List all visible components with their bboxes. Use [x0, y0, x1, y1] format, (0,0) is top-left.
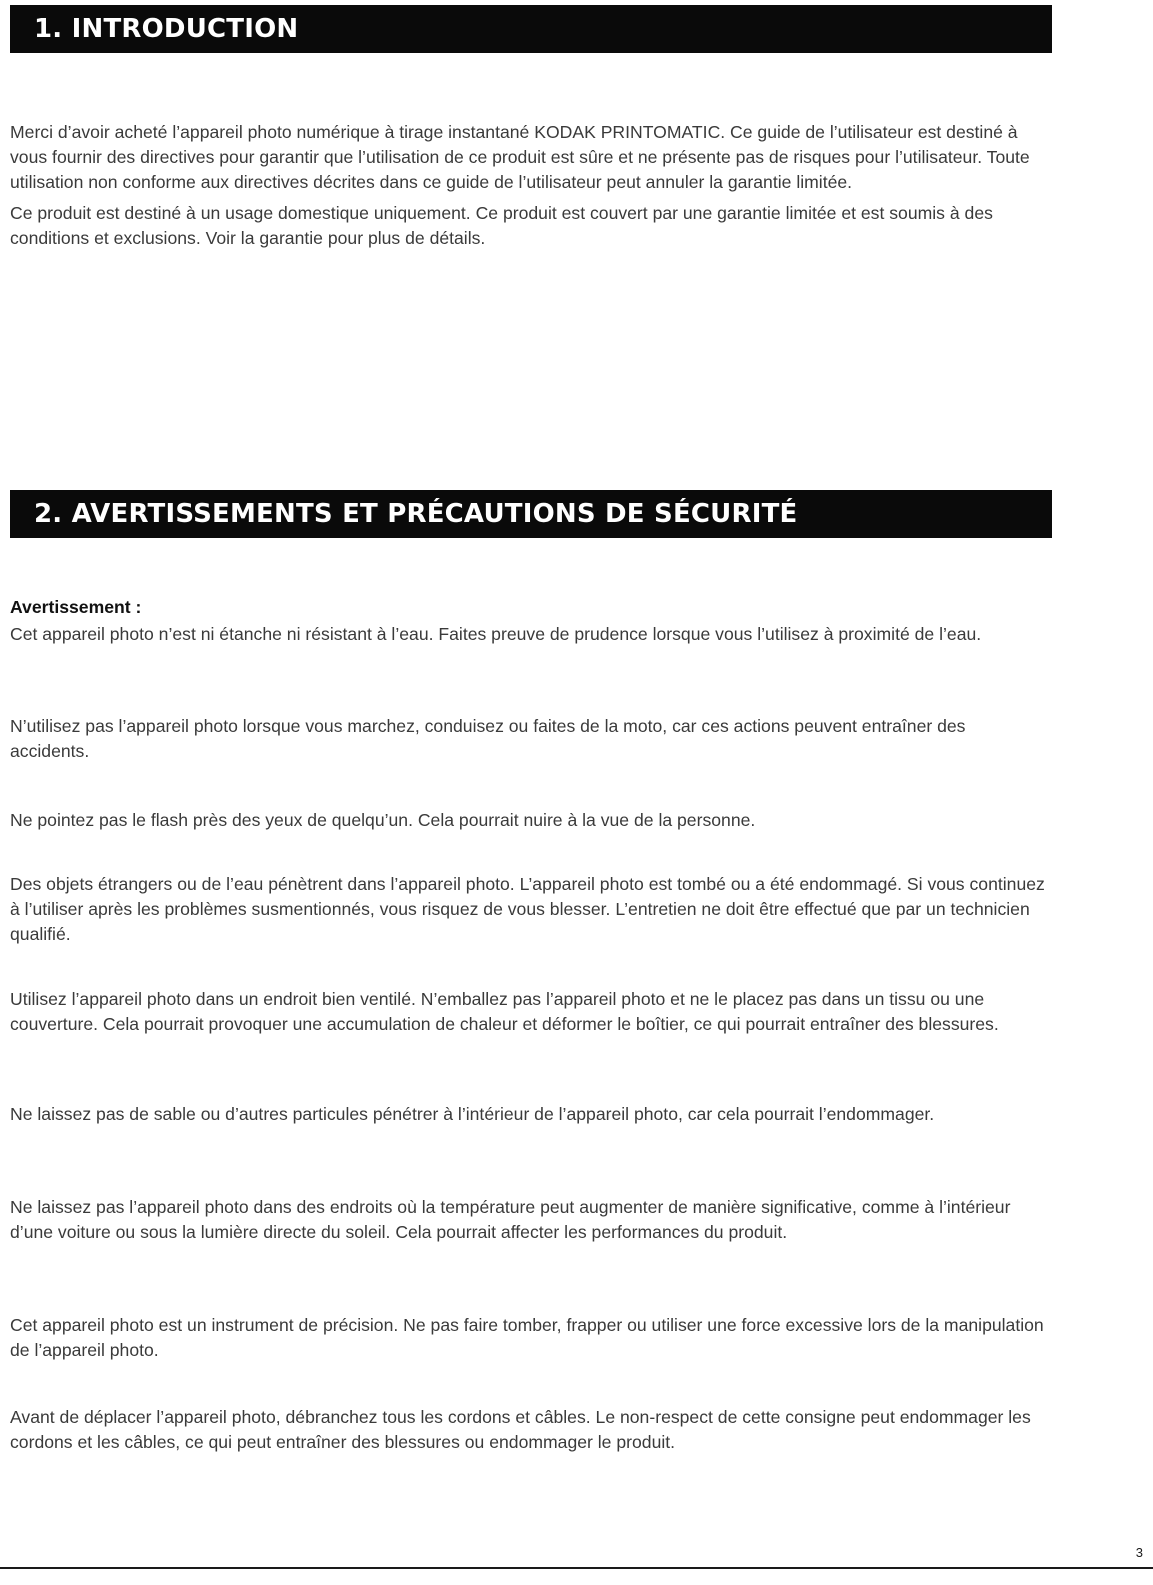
- warning-item: [10, 1405, 1045, 1455]
- introduction-body: [10, 120, 1045, 251]
- warning-paragraph: Cet appareil photo n’est ni étanche ni résistant à l’eau. Faites preuve de prudence lorsque vous l’utilisez à proximité de l’eau.: [10, 624, 982, 644]
- intro-paragraph: Ce produit est destiné à un usage domestique uniquement. Ce produit est couvert par une garantie limitée et est soumis à des conditions et exclusions. Voir la garantie pour plus de détails.: [10, 203, 993, 248]
- warning-subheading: Avertissement :: [10, 597, 142, 617]
- warning-paragraph: Avant de déplacer l’appareil photo, débranchez tous les cordons et câbles. Le non-respect de cette consigne peut endommager les cordons et les câbles, ce qui peut entraîner des blessures ou endommager le produit.: [10, 1407, 1031, 1452]
- warning-paragraph: Utilisez l’appareil photo dans un endroit bien ventilé. N’emballez pas l’appareil photo et ne le placez pas dans un tissu ou une couverture. Cela pourrait provoquer une accumulation de chaleur et déformer le boîtier, ce qui pourrait entraîner des blessures.: [10, 989, 999, 1034]
- section-heading-bar-introduction: [10, 5, 1052, 53]
- warning-item: [10, 714, 1045, 764]
- warning-paragraph: N’utilisez pas l’appareil photo lorsque vous marchez, conduisez ou faites de la moto, car ces actions peuvent entraîner des accidents.: [10, 716, 966, 761]
- intro-paragraph: Merci d’avoir acheté l’appareil photo numérique à tirage instantané KODAK PRINTOMATIC. Ce guide de l’utilisateur est destiné à vous fournir des directives pour garantir que l’utilisation de ce produit est sûre et ne présente pas de risques pour l’utilisateur. Toute utilisation non conforme aux directives décrites dans ce guide de l’utilisateur peut annuler la garantie limitée.: [10, 122, 1030, 192]
- warning-item: [10, 1102, 1045, 1127]
- warning-item: [10, 622, 1045, 647]
- warning-item: [10, 1195, 1045, 1245]
- section-heading-bar-safety: [10, 490, 1052, 538]
- footer-rule: [0, 1567, 1153, 1569]
- warning-paragraph: Ne laissez pas de sable ou d’autres particules pénétrer à l’intérieur de l’appareil photo, car cela pourrait l’endommager.: [10, 1104, 935, 1124]
- warning-item: [10, 987, 1045, 1037]
- page-number: 3: [1135, 1545, 1143, 1560]
- section-heading-introduction: 1. INTRODUCTION: [34, 14, 299, 44]
- warning-item: [10, 1313, 1045, 1363]
- section-heading-safety: 2. AVERTISSEMENTS ET PRÉCAUTIONS DE SÉCURITÉ: [34, 499, 798, 529]
- warning-paragraph: Ne pointez pas le flash près des yeux de quelqu’un. Cela pourrait nuire à la vue de la personne.: [10, 810, 756, 830]
- warning-paragraph: Des objets étrangers ou de l’eau pénètrent dans l’appareil photo. L’appareil photo est tombé ou a été endommagé. Si vous continuez à l’utiliser après les problèmes susmentionnés, vous risquez de vous blesser. L’entretien ne doit être effectué que par un technicien qualifié.: [10, 874, 1045, 944]
- warning-paragraph: Cet appareil photo est un instrument de précision. Ne pas faire tomber, frapper ou utiliser une force excessive lors de la manipulation de l’appareil photo.: [10, 1315, 1044, 1360]
- warning-item: [10, 808, 1045, 833]
- warning-paragraph: Ne laissez pas l’appareil photo dans des endroits où la température peut augmenter de manière significative, comme à l’intérieur d’une voiture ou sous la lumière directe du soleil. Cela pourrait affecter les performances du produit.: [10, 1197, 1011, 1242]
- warning-item: [10, 872, 1045, 947]
